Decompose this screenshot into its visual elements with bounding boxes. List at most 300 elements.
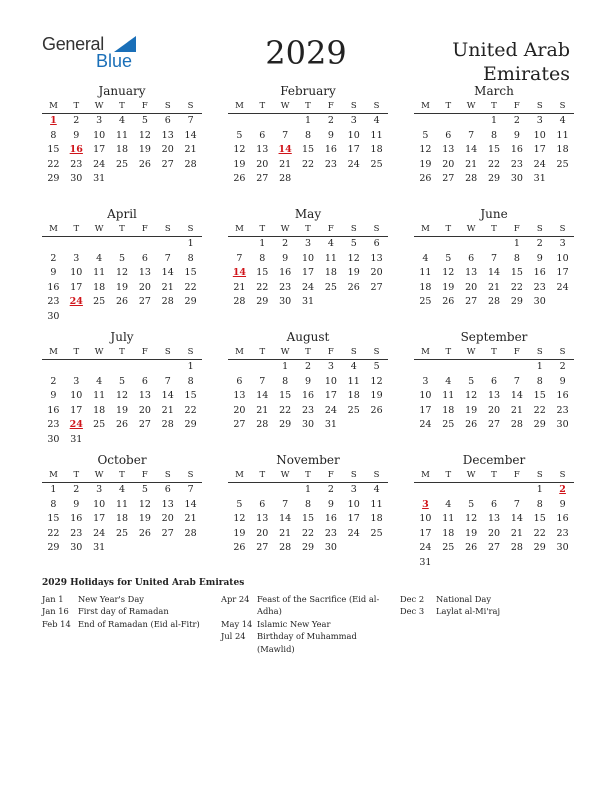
weekday-header: M [42,346,65,360]
weekday-header: F [505,346,528,360]
day-cell: 4 [327,238,334,249]
day-cell: 31 [419,556,432,568]
empty-day-cell [42,360,65,375]
day-cell: 3 [304,238,312,249]
day-cell: 9 [536,252,543,264]
day-cell: 18 [93,281,106,293]
day-cell: 8 [536,498,543,510]
empty-day-cell [414,114,437,129]
holiday-name: End of Ramadan (Eid al-Fitr) [78,618,200,629]
day-cell: 26 [115,296,129,308]
holiday-name: Birthday of Muhammad (Mawlid) [257,631,357,654]
day-cell: 13 [233,390,246,402]
day-cell: 4 [373,115,380,126]
day-cell: 20 [161,144,174,156]
day-cell: 23 [70,527,83,539]
day-cell: 18 [347,390,360,402]
day-cell: 30 [47,433,60,445]
day-cell: 10 [419,390,432,402]
day-cell: 20 [256,527,269,539]
day-cell: 20 [442,158,455,170]
day-cell: 27 [465,296,478,308]
day-cell: 25 [370,158,383,170]
day-cell: 23 [324,158,337,170]
day-cell: 10 [419,513,432,525]
weekday-header: F [133,346,156,360]
holidays-column [400,593,560,618]
empty-day-cell [505,360,528,375]
day-cell: 8 [187,252,194,264]
day-cell: 18 [442,527,455,539]
day-cell: 14 [256,390,269,402]
day-cell: 15 [279,390,292,402]
holiday-name: Laylat al-Mi'raj [436,606,501,617]
empty-day-cell [251,360,274,375]
empty-day-cell [133,237,156,252]
day-cell: 7 [187,484,194,495]
day-cell: 9 [513,129,520,141]
day-cell: 28 [256,419,269,431]
day-cell: 5 [118,252,126,264]
day-cell: 8 [50,129,57,141]
day-cell: 28 [161,419,174,431]
weekday-header: F [505,100,528,114]
weekday-header: T [251,346,274,360]
day-cell: 23 [70,158,83,170]
day-cell: 19 [465,527,478,539]
day-cell: 20 [465,281,478,293]
weekday-header: T [111,223,134,237]
day-cell: 7 [187,115,194,126]
day-cell: 29 [256,296,269,308]
weekday-header: S [156,100,179,114]
day-cell: 6 [373,238,380,249]
day-cell: 18 [556,144,569,156]
day-cell: 19 [115,404,129,416]
month-title: April [107,207,137,221]
month-title: September [460,330,528,344]
day-cell: 29 [184,419,197,431]
country-name-line-2: Emirates [482,63,570,85]
day-cell: 27 [256,173,269,185]
holiday-date: Dec 2 [400,594,425,604]
day-cell: 26 [370,404,383,416]
weekday-header: M [228,223,251,237]
empty-day-cell [437,114,460,129]
weekday-header: S [156,223,179,237]
weekday-header: M [228,346,251,360]
weekday-header: W [460,469,483,483]
day-cell: 4 [96,252,103,264]
weekday-header: T [251,100,274,114]
day-cell: 15 [47,144,60,156]
empty-day-cell [437,237,460,252]
day-cell: 30 [556,542,569,554]
weekday-header: W [274,469,297,483]
day-cell: 5 [141,484,148,495]
day-cell: 27 [487,419,501,431]
empty-day-cell [274,114,297,129]
weekday-header: S [342,100,365,114]
day-cell: 21 [279,527,292,539]
weekday-header: S [179,469,202,483]
day-cell: 12 [115,267,129,279]
day-cell: 12 [138,498,151,510]
holiday-entry [221,630,396,655]
day-cell: 28 [279,173,292,185]
holiday-day-cell: 24 [69,296,83,308]
day-cell: 8 [50,498,57,510]
day-cell: 17 [347,513,360,525]
day-cell: 9 [282,252,289,264]
day-cell: 17 [93,513,106,525]
day-cell: 29 [533,419,546,431]
day-cell: 29 [487,173,501,185]
day-cell: 30 [70,173,83,185]
weekday-header: M [42,100,65,114]
day-cell: 31 [301,296,315,308]
day-cell: 15 [533,390,546,402]
day-cell: 8 [513,252,520,264]
day-cell: 22 [184,281,197,293]
holidays-column [221,593,396,655]
day-cell: 1 [536,361,543,372]
weekday-header: T [111,469,134,483]
day-cell: 11 [442,513,455,525]
weekday-header: S [342,223,365,237]
day-cell: 12 [465,390,478,402]
holiday-date: May 14 [221,618,253,629]
day-cell: 14 [510,390,523,402]
day-cell: 28 [184,527,197,539]
day-cell: 7 [164,252,171,264]
holiday-day-cell: 3 [422,498,429,510]
day-cell: 1 [513,238,520,249]
day-cell: 11 [442,390,455,402]
day-cell: 4 [445,498,452,510]
day-cell: 18 [93,404,106,416]
day-cell: 2 [559,361,566,372]
holiday-entry [221,593,396,618]
day-cell: 17 [301,267,315,279]
weekday-header: T [111,100,134,114]
day-cell: 12 [233,144,246,156]
holiday-day-cell: 2 [559,484,566,495]
day-cell: 3 [422,375,429,387]
day-cell: 30 [510,173,523,185]
day-cell: 20 [487,527,501,539]
day-cell: 12 [442,267,455,279]
day-cell: 17 [419,527,432,539]
day-cell: 28 [233,296,246,308]
day-cell: 3 [559,238,566,249]
day-cell: 23 [510,158,523,170]
day-cell: 29 [47,173,60,185]
month-title: January [98,84,146,98]
day-cell: 22 [184,404,197,416]
day-cell: 30 [279,296,292,308]
day-cell: 11 [370,498,383,510]
day-cell: 16 [533,267,546,279]
day-cell: 18 [419,281,432,293]
day-cell: 11 [419,267,432,279]
day-cell: 12 [233,513,246,525]
day-cell: 15 [533,513,546,525]
day-cell: 4 [559,115,566,126]
day-cell: 1 [259,238,266,249]
day-cell: 21 [184,144,197,156]
day-cell: 22 [533,404,546,416]
day-cell: 25 [556,158,569,170]
day-cell: 27 [487,542,501,554]
day-cell: 14 [279,513,292,525]
day-cell: 5 [141,115,148,126]
day-cell: 15 [487,144,501,156]
day-cell: 10 [301,252,315,264]
day-cell: 22 [301,527,315,539]
day-cell: 23 [556,404,569,416]
day-cell: 10 [556,252,569,264]
day-cell: 25 [442,419,455,431]
logo-text-general: General [42,34,104,54]
empty-day-cell [437,360,460,375]
day-cell: 31 [93,542,106,554]
day-cell: 25 [115,158,129,170]
day-cell: 12 [465,513,478,525]
day-cell: 7 [282,129,289,141]
day-cell: 13 [138,267,151,279]
weekday-header: T [437,346,460,360]
month-day-grid [42,100,202,187]
month-day-grid [414,100,574,187]
day-cell: 29 [279,419,292,431]
day-cell: 18 [442,404,455,416]
day-cell: 24 [93,158,106,170]
day-cell: 2 [304,361,312,372]
day-cell: 10 [70,267,83,279]
empty-day-cell [228,483,251,498]
day-cell: 9 [50,267,57,279]
month-august [228,330,388,433]
day-cell: 2 [536,238,543,249]
month-july [42,330,202,448]
day-cell: 13 [487,513,501,525]
day-cell: 24 [419,419,432,431]
day-cell: 14 [465,144,478,156]
day-cell: 25 [347,404,360,416]
weekday-header: S [365,100,388,114]
weekday-header: T [65,346,88,360]
holiday-name: New Year's Day [78,594,144,604]
day-cell: 13 [161,498,174,510]
weekday-header: F [505,223,528,237]
day-cell: 6 [141,375,148,387]
day-cell: 21 [161,404,174,416]
empty-day-cell [228,114,251,129]
empty-day-cell [65,360,88,375]
empty-day-cell [460,360,483,375]
weekday-header: T [483,346,506,360]
weekday-header: M [228,469,251,483]
day-cell: 4 [445,375,452,387]
day-cell: 20 [370,267,383,279]
holidays-column [42,593,217,630]
day-cell: 16 [70,513,83,525]
weekday-header: S [551,100,574,114]
day-cell: 10 [347,498,360,510]
country-name [370,38,570,86]
day-cell: 8 [282,375,289,387]
day-cell: 7 [468,129,475,141]
day-cell: 6 [259,129,266,141]
day-cell: 15 [184,267,197,279]
day-cell: 16 [556,390,569,402]
weekday-header: W [88,469,111,483]
day-cell: 23 [47,419,60,431]
holiday-date: Jan 1 [42,594,64,604]
holiday-name: National Day [436,594,492,604]
logo-text-blue: Blue [96,51,133,71]
empty-day-cell [483,237,506,252]
empty-day-cell [483,360,506,375]
day-cell: 25 [93,296,106,308]
day-cell: 28 [161,296,174,308]
month-march [414,84,574,187]
day-cell: 5 [445,252,452,264]
day-cell: 24 [324,404,337,416]
day-cell: 22 [47,527,60,539]
day-cell: 14 [487,267,501,279]
holiday-name: First day of Ramadan [78,606,169,617]
day-cell: 4 [350,361,357,372]
weekday-header: W [274,346,297,360]
day-cell: 3 [96,484,103,495]
day-cell: 28 [184,158,197,170]
empty-day-cell [460,483,483,498]
day-cell: 6 [468,252,475,264]
day-cell: 11 [556,129,569,141]
day-cell: 11 [115,498,129,510]
month-day-grid [42,346,202,448]
day-cell: 21 [510,527,523,539]
day-cell: 9 [559,498,566,510]
empty-day-cell [42,237,65,252]
country-name-line-1: United Arab [452,39,570,61]
day-cell: 22 [510,281,523,293]
day-cell: 20 [233,404,246,416]
month-day-grid [414,223,574,310]
day-cell: 18 [324,267,337,279]
day-cell: 19 [115,281,129,293]
weekday-header: T [65,469,88,483]
empty-day-cell [414,360,437,375]
day-cell: 2 [50,375,57,387]
weekday-header: T [297,223,320,237]
empty-day-cell [133,360,156,375]
day-cell: 9 [304,375,312,387]
day-cell: 6 [164,115,171,126]
day-cell: 28 [279,542,292,554]
day-cell: 10 [324,375,337,387]
day-cell: 2 [282,238,289,249]
empty-day-cell [65,237,88,252]
holiday-entry [42,618,217,630]
day-cell: 27 [161,158,174,170]
day-cell: 20 [138,281,151,293]
month-day-grid [42,223,202,325]
day-cell: 3 [96,115,103,126]
holiday-day-cell: 24 [69,419,83,431]
empty-day-cell [111,360,134,375]
day-cell: 31 [324,419,337,431]
day-cell: 13 [370,252,383,264]
holiday-entry [400,605,560,617]
day-cell: 21 [233,281,246,293]
day-cell: 10 [93,498,106,510]
day-cell: 11 [324,252,337,264]
day-cell: 29 [533,542,546,554]
day-cell: 3 [536,115,543,126]
month-title: May [294,207,322,221]
day-cell: 8 [187,375,194,387]
empty-day-cell [274,483,297,498]
day-cell: 23 [47,296,60,308]
day-cell: 26 [419,173,432,185]
day-cell: 22 [301,158,315,170]
day-cell: 23 [533,281,546,293]
weekday-header: M [414,469,437,483]
day-cell: 1 [282,361,289,372]
day-cell: 13 [442,144,455,156]
day-cell: 7 [164,375,171,387]
holiday-date: Jan 16 [42,606,69,617]
day-cell: 20 [487,404,501,416]
day-cell: 14 [510,513,523,525]
day-cell: 9 [50,390,57,402]
day-cell: 26 [138,527,151,539]
day-cell: 28 [510,542,523,554]
month-june [414,207,574,310]
day-cell: 1 [536,484,543,495]
empty-day-cell [460,114,483,129]
day-cell: 7 [513,375,520,387]
weekday-header: S [551,346,574,360]
holiday-name: Islamic New Year [257,618,331,629]
empty-day-cell [251,114,274,129]
day-cell: 12 [419,144,432,156]
day-cell: 17 [419,404,432,416]
day-cell: 29 [184,296,197,308]
day-cell: 26 [233,173,246,185]
weekday-header: M [414,223,437,237]
day-cell: 19 [138,144,151,156]
day-cell: 30 [533,296,546,308]
day-cell: 1 [304,484,312,495]
weekday-header: T [483,469,506,483]
month-title: July [110,330,134,344]
day-cell: 16 [301,390,315,402]
day-cell: 31 [93,173,106,185]
day-cell: 3 [327,361,334,372]
weekday-header: S [179,346,202,360]
weekday-header: T [251,469,274,483]
month-title: March [474,84,514,98]
day-cell: 7 [282,498,289,510]
day-cell: 16 [510,144,523,156]
weekday-header: F [133,223,156,237]
day-cell: 25 [419,296,432,308]
day-cell: 11 [115,129,129,141]
